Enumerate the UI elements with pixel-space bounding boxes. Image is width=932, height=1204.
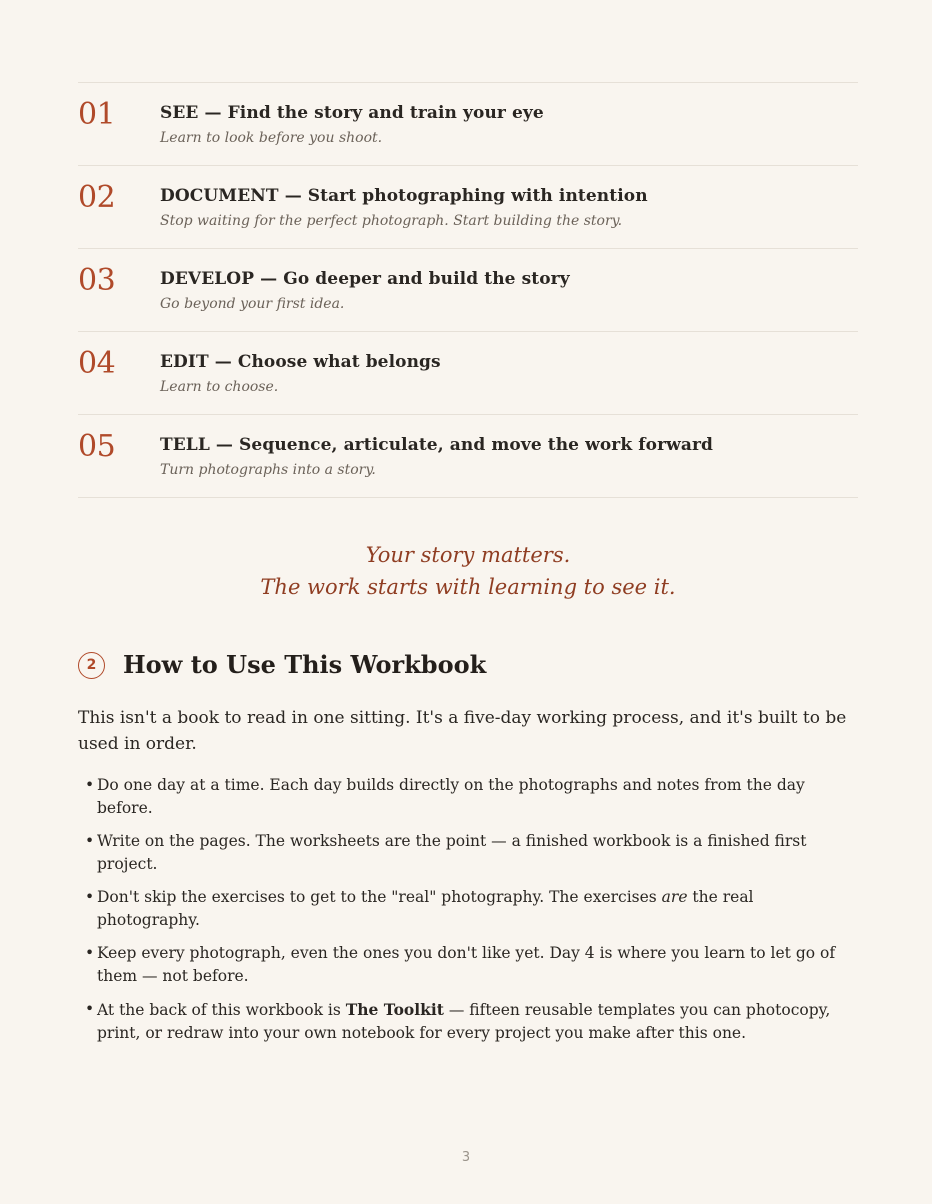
bullet-text: Write on the pages. The worksheets are the point — a finished workbook is a finished first project. xyxy=(97,832,807,873)
bullet-text-end: — fifteen reusable templates you can photocopy, print, or redraw into your own notebook for every project you make after this one. xyxy=(97,1001,831,1042)
section-intro: This isn't a book to read in one sitting. It's a five-day working process, and it's built to be used in order. xyxy=(78,708,847,754)
day-text xyxy=(160,249,570,313)
bullet-item xyxy=(78,942,858,988)
bullet-dot-icon: • xyxy=(85,776,95,794)
pull-quote xyxy=(78,539,858,603)
day-text xyxy=(160,332,441,396)
section-heading xyxy=(78,649,858,681)
day-row-2 xyxy=(78,166,858,249)
day-title: DEVELOP — Go deeper and build the story xyxy=(160,269,570,289)
section-title: How to Use This Workbook xyxy=(123,650,487,679)
day-subtitle: Go beyond your first idea. xyxy=(160,296,345,312)
bullet-text: At the back of this workbook is xyxy=(97,1001,346,1019)
day-number: 03 xyxy=(78,263,116,298)
day-number: 05 xyxy=(78,429,116,464)
bullet-text: Do one day at a time. Each day builds directly on the photographs and notes from the day before. xyxy=(97,776,805,817)
bullet-text: Don't skip the exercises to get to the "real" photography. The exercises xyxy=(97,888,662,906)
quote-line-1: Your story matters. xyxy=(365,543,571,567)
day-list xyxy=(78,82,858,498)
bullet-text: Keep every photograph, even the ones you don't like yet. Day 4 is where you learn to let go of them — not before. xyxy=(97,944,836,985)
bullet-dot-icon: • xyxy=(85,1000,95,1018)
bullet-item xyxy=(78,886,858,932)
day-row-1 xyxy=(78,83,858,166)
bullet-dot-icon: • xyxy=(85,944,95,962)
day-text xyxy=(160,83,544,147)
day-title: EDIT — Choose what belongs xyxy=(160,352,441,372)
bullet-dot-icon: • xyxy=(85,888,95,906)
toolkit-name: The Toolkit xyxy=(345,1000,444,1019)
bullet-emphasis: are xyxy=(661,888,688,906)
day-subtitle: Learn to choose. xyxy=(160,379,279,395)
day-title: TELL — Sequence, articulate, and move the work forward xyxy=(160,435,714,455)
day-text xyxy=(160,166,648,230)
day-subtitle: Stop waiting for the perfect photograph. Start building the story. xyxy=(160,213,623,229)
page-number: 3 xyxy=(461,1150,471,1165)
workbook-page xyxy=(78,82,858,1055)
day-number: 01 xyxy=(78,97,116,132)
bullet-dot-icon: • xyxy=(85,832,95,850)
day-title: SEE — Find the story and train your eye xyxy=(160,103,544,123)
bullet-item xyxy=(78,774,858,820)
day-row-5 xyxy=(78,415,858,498)
day-title: DOCUMENT — Start photographing with intention xyxy=(160,186,648,206)
day-subtitle: Turn photographs into a story. xyxy=(160,462,376,478)
bullet-text-end: the real photography. xyxy=(97,888,754,929)
day-row-3 xyxy=(78,249,858,332)
day-row-4 xyxy=(78,332,858,415)
bullet-item xyxy=(78,830,858,876)
day-text xyxy=(160,415,713,479)
section-number-badge: 2 xyxy=(78,652,105,679)
day-number: 04 xyxy=(78,346,116,381)
day-subtitle: Learn to look before you shoot. xyxy=(160,130,383,146)
usage-bullet-list xyxy=(78,774,858,1045)
day-number: 02 xyxy=(78,180,116,215)
quote-line-2: The work starts with learning to see it. xyxy=(260,575,676,599)
bullet-item xyxy=(78,998,858,1045)
